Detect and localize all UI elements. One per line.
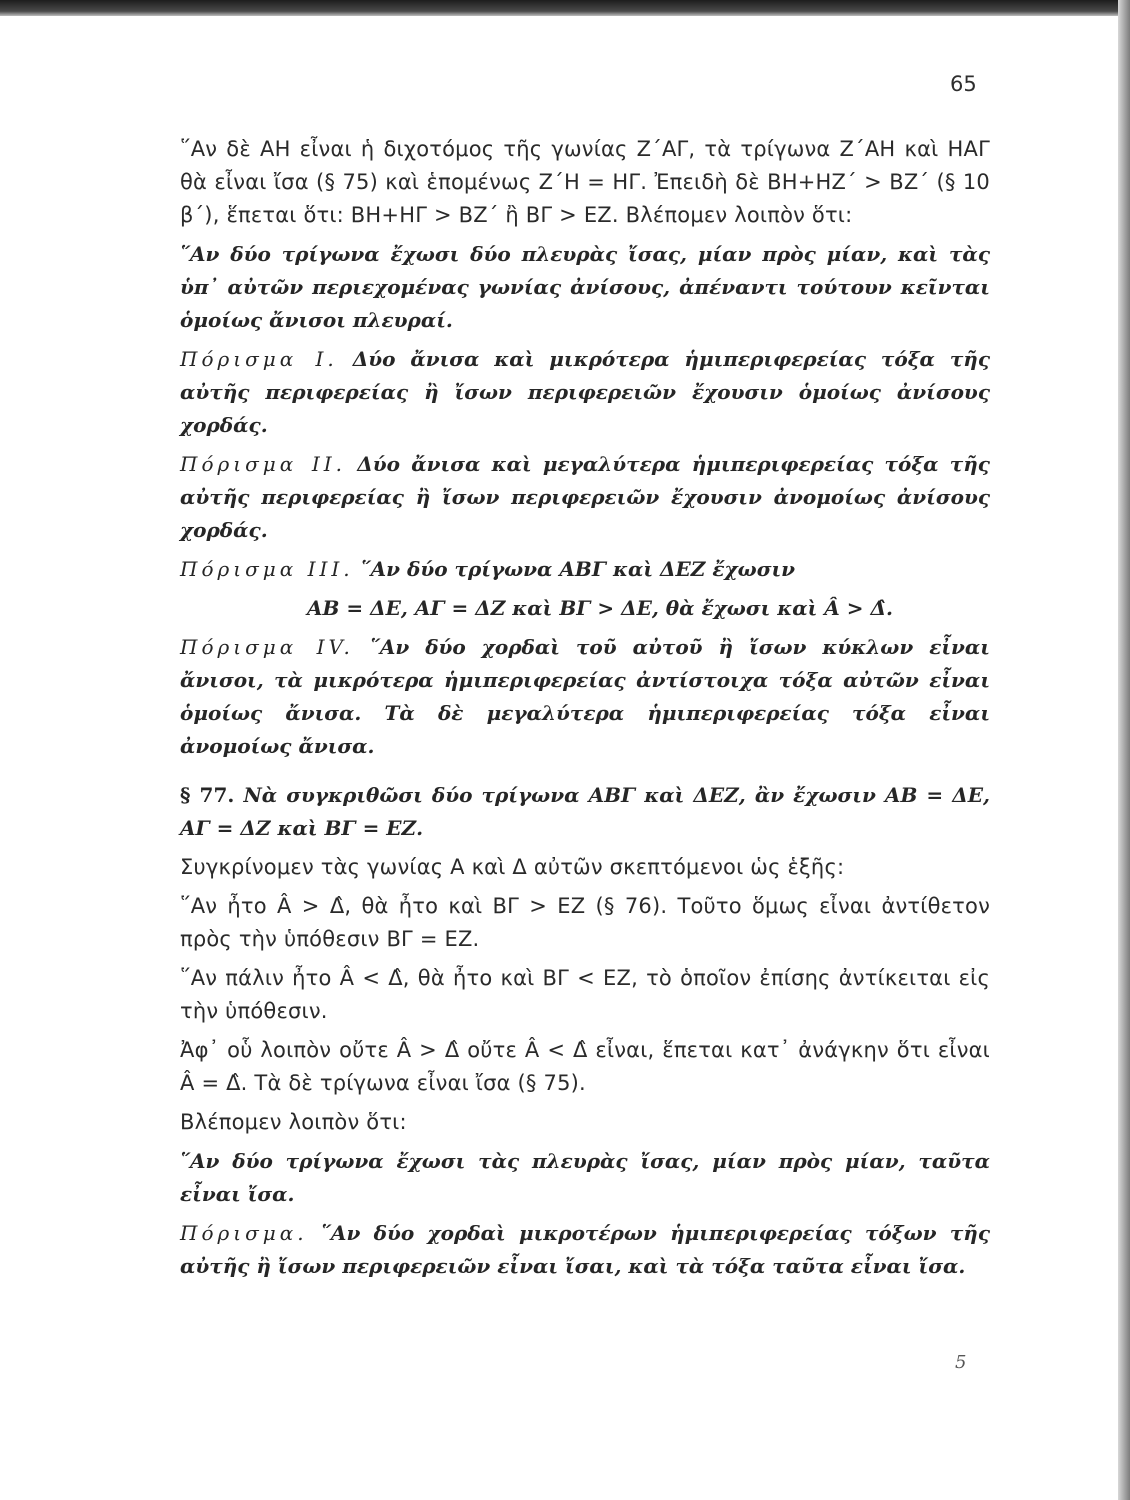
corollary-1 [180, 343, 990, 442]
corollary-final-text: ῞Αν δύο χορδαὶ μικροτέρων ἡμιπεριφερείας τόξων τῆς αὐτῆς ἢ ἴσων περιφερειῶν εἶναι ἴσαι, καὶ τὰ τόξα ταῦτα εἶναι ἴσα. [180, 1221, 991, 1278]
section-77-statement: Νὰ συγκριθῶσι δύο τρίγωνα ΑΒΓ καὶ ΔΕΖ, ἂν ἔχωσιν ΑΒ = ΔΕ, ΑΓ = ΔΖ καὶ ΒΓ = ΕΖ. [180, 783, 991, 840]
corollary-2 [180, 448, 990, 547]
paragraph-case-greater: ῞Αν ἦτο Â > Δ̂, θὰ ἦτο καὶ ΒΓ > ΕΖ (§ 76). Τοῦτο ὅμως εἶναι ἀντίθετον πρὸς τὴν ὑπόθεσιν ΒΓ = ΕΖ. [180, 894, 990, 951]
theorem-sss: ῞Αν δύο τρίγωνα ἔχωσι τὰς πλευρὰς ἴσας, μίαν πρὸς μίαν, ταῦτα εἶναι ἴσα. [180, 1149, 990, 1206]
corollary-3-label: Πόρισμα ΙΙΙ. [180, 557, 354, 581]
page-body [180, 133, 990, 1289]
corollary-4-text: ῞Αν δύο χορδαὶ τοῦ αὐτοῦ ἢ ἴσων κύκλων εἶναι ἄνισοι, τὰ μικρότερα ἡμιπεριφερείας ἀντίστοιχα τόξα αὐτῶν εἶναι ὁμοίως ἄνισα. Τὰ δὲ μεγαλύτερα ἡμιπεριφερείας τόξα εἶναι ἀνομοίως ἄνισα. [180, 635, 990, 758]
paragraph-conclusion: Ἀφ᾽ οὗ λοιπὸν οὔτε Â > Δ̂ οὔτε Â < Δ̂ εἶναι, ἕπεται κατ᾽ ἀνάγκην ὅτι εἶναι Â = Δ̂. Τὰ δὲ τρίγωνα εἶναι ἴσα (§ 75). [180, 1038, 990, 1095]
page-number: 65 [950, 72, 977, 96]
section-77-number: § 77. [180, 783, 235, 807]
scan-top-edge [0, 0, 1130, 16]
paragraph-we-see: Βλέπομεν λοιπὸν ὅτι: [180, 1110, 407, 1134]
corollary-3-formula: ΑΒ = ΔΕ, ΑΓ = ΔΖ καὶ ΒΓ > ΔΕ, θὰ ἔχωσι καὶ Â > Δ̂. [307, 596, 893, 620]
theorem-unequal-angles: ῞Αν δύο τρίγωνα ἔχωσι δύο πλευρὰς ἴσας, μίαν πρὸς μίαν, καὶ τὰς ὑπ᾽ αὐτῶν περιεχομένας γωνίας ἀνίσους, ἀπέναντι τούτουν κεῖνται ὁμοίως ἄνισοι πλευραί. [180, 242, 990, 332]
paragraph-case-less: ῞Αν πάλιν ἦτο Â < Δ̂, θὰ ἦτο καὶ ΒΓ < ΕΖ, τὸ ὁποῖον ἐπίσης ἀντίκειται εἰς τὴν ὑπόθεσιν. [180, 966, 990, 1023]
corollary-3 [180, 553, 990, 586]
section-77-heading [180, 779, 990, 845]
signature-mark: 5 [955, 1352, 967, 1373]
corollary-final [180, 1217, 990, 1283]
corollary-4-label: Πόρισμα ΙV. [180, 635, 354, 659]
corollary-2-label: Πόρισμα ΙΙ. [180, 452, 347, 476]
paragraph-bisector-proof: ῞Αν δὲ ΑΗ εἶναι ἡ διχοτόμος τῆς γωνίας Ζ΄ΑΓ, τὰ τρίγωνα Ζ΄ΑΗ καὶ ΗΑΓ θὰ εἶναι ἴσα (§ 75) καὶ ἑπομένως Ζ΄Η = ΗΓ. Ἐπειδὴ δὲ ΒΗ+ΗΖ΄ > ΒΖ΄ (§ 10 β΄), ἕπεται ὅτι: ΒΗ+ΗΓ > ΒΖ΄ ἢ ΒΓ > ΕΖ. Βλέπομεν λοιπὸν ὅτι: [180, 137, 990, 227]
corollary-3-text: ῞Αν δύο τρίγωνα ΑΒΓ καὶ ΔΕΖ ἔχωσιν [360, 557, 795, 581]
scan-right-edge [1118, 0, 1130, 1500]
paragraph-compare-angles: Συγκρίνομεν τὰς γωνίας Α καὶ Δ αὐτῶν σκεπτόμενοι ὡς ἑξῆς: [180, 855, 845, 879]
corollary-1-text: Δύο ἄνισα καὶ μικρότερα ἡμιπεριφερείας τόξα τῆς αὐτῆς περιφερείας ἢ ἴσων περιφερειῶν ἔχουσιν ὁμοίως ἀνίσους χορδάς. [180, 347, 990, 437]
corollary-1-label: Πόρισμα Ι. [180, 347, 338, 371]
corollary-2-text: Δύο ἄνισα καὶ μεγαλύτερα ἡμιπεριφερείας τόξα τῆς αὐτῆς περιφερείας ἢ ἴσων περιφερειῶν ἔχουσιν ἀνομοίως ἀνίσους χορδάς. [180, 452, 990, 542]
corollary-4 [180, 631, 990, 763]
corollary-final-label: Πόρισμα. [180, 1221, 308, 1245]
